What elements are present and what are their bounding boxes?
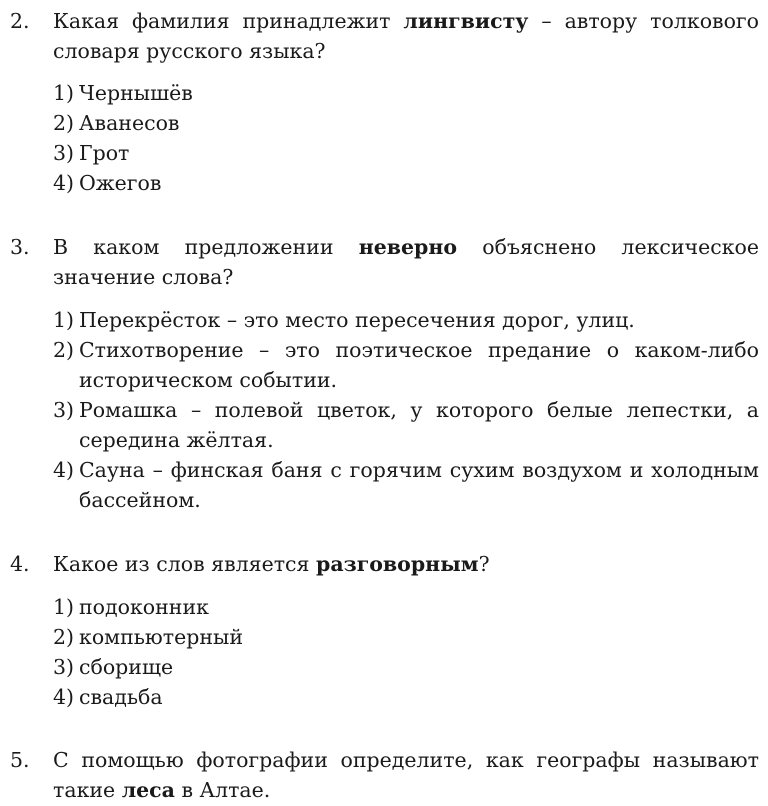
option-text: Чернышёв (79, 81, 193, 105)
option-item[interactable] (53, 395, 759, 455)
question-text-part: объяснено лексическое значение слова? (53, 235, 759, 289)
option-text: компьютерный (79, 625, 244, 649)
question-text-part: в Алтае. (174, 778, 271, 802)
option-text: Перекрёсток – это место пересечения дорог, улиц. (79, 308, 635, 332)
option-item[interactable] (53, 108, 759, 138)
option-number: 3) (53, 141, 75, 165)
option-item[interactable] (53, 652, 759, 682)
question-text-part: В каком предложении (53, 235, 359, 259)
option-number: 4) (53, 458, 75, 482)
option-number: 4) (53, 685, 75, 709)
question-text (53, 232, 759, 292)
option-text: Ромашка – полевой цветок, у которого белые лепестки, а середина жёлтая. (79, 398, 759, 452)
question-keyword: лингвисту (403, 9, 529, 33)
options-q3 (53, 305, 759, 515)
option-number: 1) (53, 81, 75, 105)
option-number: 2) (53, 625, 75, 649)
option-number: 3) (53, 655, 75, 679)
option-number: 2) (53, 338, 75, 362)
option-text: Стихотворение – это поэтическое предание о каком-либо историческом событии. (79, 338, 759, 392)
option-number: 1) (53, 595, 75, 619)
option-item[interactable] (53, 335, 759, 395)
question-text-part: ? (478, 552, 490, 576)
option-text: Грот (79, 141, 130, 165)
options-q4 (53, 592, 759, 712)
question-text-part: С помощью фотографии определите, как географы называют такие (53, 748, 759, 802)
option-item[interactable] (53, 455, 759, 515)
question-number: 5. (10, 748, 30, 772)
option-number: 1) (53, 308, 75, 332)
question-text-part: Какая фамилия принадлежит (53, 9, 404, 33)
option-item[interactable] (53, 682, 759, 712)
option-text: Ожегов (79, 171, 162, 195)
options-q2 (53, 78, 759, 198)
option-item[interactable] (53, 168, 759, 198)
question-text-part: – автору толкового словаря русского языка? (53, 9, 759, 63)
option-text: сборище (79, 655, 174, 679)
question-text (53, 549, 759, 579)
question-keyword: разговорным (316, 552, 479, 576)
question-number: 2. (10, 9, 30, 33)
option-item[interactable] (53, 138, 759, 168)
question-keyword: неверно (358, 235, 458, 259)
option-item[interactable] (53, 622, 759, 652)
option-item[interactable] (53, 305, 759, 335)
option-text: подоконник (79, 595, 209, 619)
question-text (53, 6, 759, 66)
option-number: 2) (53, 111, 75, 135)
question-number: 3. (10, 235, 30, 259)
option-text: Сауна – финская баня с горячим сухим воздухом и холодным бассейном. (79, 458, 759, 512)
option-text: Аванесов (79, 111, 180, 135)
option-item[interactable] (53, 78, 759, 108)
option-number: 4) (53, 171, 75, 195)
question-text-part: Какое из слов является (53, 552, 316, 576)
option-text: свадьба (79, 685, 163, 709)
question-number: 4. (10, 552, 30, 576)
option-item[interactable] (53, 592, 759, 622)
option-number: 3) (53, 398, 75, 422)
question-keyword: леса (121, 778, 175, 802)
question-text (53, 745, 759, 805)
